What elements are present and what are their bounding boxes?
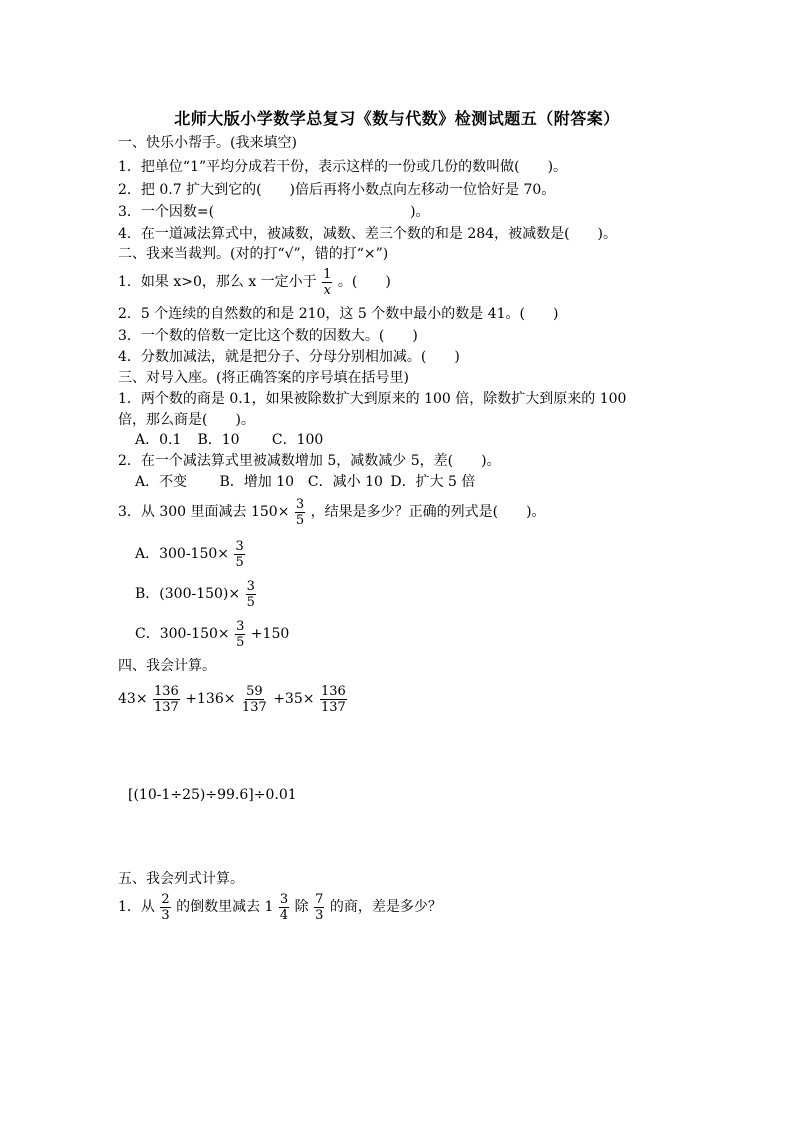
section4-heading: 四、我会计算。 xyxy=(118,658,216,674)
option-c: C．减小 10 xyxy=(307,474,383,490)
fraction-denominator: 4 xyxy=(279,907,289,923)
section3-question-3 xyxy=(118,496,546,528)
section3-question-1-options xyxy=(135,430,323,450)
fraction-3-over-5 xyxy=(235,619,245,650)
fraction-denominator: x xyxy=(323,282,331,298)
section5-question-1 xyxy=(118,890,442,924)
section3-question-3-option-c xyxy=(135,618,289,650)
fraction-numerator: 2 xyxy=(161,891,170,907)
fraction-denominator: 5 xyxy=(246,594,255,610)
option-d: D．扩大 5 倍 xyxy=(390,474,476,490)
fraction-136-over-137 xyxy=(320,684,347,715)
fraction-numerator: 3 xyxy=(279,891,289,907)
fraction-numerator: 3 xyxy=(246,578,255,594)
fraction-denominator: 5 xyxy=(235,554,244,570)
fraction-3-over-5 xyxy=(295,497,305,528)
option-a: A．不变 xyxy=(135,474,188,490)
expression-text: +136× xyxy=(185,691,236,707)
section3-question-3-option-a xyxy=(135,538,246,570)
fraction-numerator: 1 xyxy=(323,266,332,282)
fraction-59-over-137 xyxy=(241,684,268,715)
fraction-7-over-3 xyxy=(314,892,324,923)
fraction-denominator: 3 xyxy=(315,907,324,923)
question-text: 1．从 xyxy=(118,899,155,915)
question-text: 3．从 300 里面减去 150× xyxy=(118,504,290,520)
question-text: 1．如果 x>0，那么 x 一定小于 xyxy=(118,274,317,290)
fraction-3-over-4 xyxy=(279,892,289,923)
fraction-numerator: 59 xyxy=(246,683,263,699)
fraction-numerator: 7 xyxy=(315,891,324,907)
section1-question-2: 2．把 0.7 扩大到它的( )倍后再将小数点向左移动一位恰好是 70。 xyxy=(118,182,556,198)
fraction-2-over-3 xyxy=(160,892,170,923)
section3-question-2: 2．在一个减法算式里被减数增加 5，减数减少 5，差( )。 xyxy=(118,453,501,469)
section1-question-1: 1．把单位“1”平均分成若干份，表示这样的一份或几份的数叫做( )。 xyxy=(118,159,568,175)
fraction-denominator: 5 xyxy=(295,512,305,528)
fraction-numerator: 3 xyxy=(295,496,305,512)
fraction-denominator: 137 xyxy=(320,699,346,715)
section1-question-4: 4．在一道减法算式中，被减数，减数、差三个数的和是 284，被减数是( )。 xyxy=(118,226,618,242)
question-text: 除 xyxy=(294,899,309,915)
section2-question-4: 4．分数加减法，就是把分子、分母分别相加减。( ) xyxy=(118,349,460,365)
option-text: +150 xyxy=(250,626,290,642)
section2-question-3: 3．一个数的倍数一定比这个数的因数大。( ) xyxy=(118,328,418,344)
section4-expression-1 xyxy=(118,682,348,716)
fraction-denominator: 137 xyxy=(154,699,179,715)
section1-heading: 一、快乐小帮手。(我来填空) xyxy=(118,135,297,151)
question-text: ，结果是多少？正确的列式是( )。 xyxy=(310,504,546,520)
option-a: A．0.1 xyxy=(135,432,182,448)
fraction-denominator: 3 xyxy=(161,907,170,923)
option-c: C．100 xyxy=(271,432,324,448)
fraction-1-over-x xyxy=(322,267,332,298)
section3-question-1-line1: 1．两个数的商是 0.1，如果被除数扩大到原来的 100 倍，除数扩大到原来的 100 xyxy=(118,391,627,407)
fraction-denominator: 137 xyxy=(241,699,267,715)
option-b: B．10 xyxy=(197,432,240,448)
option-text: A．300-150× xyxy=(135,546,230,562)
fraction-denominator: 5 xyxy=(236,634,245,650)
expression-text: 43× xyxy=(118,691,148,707)
fraction-3-over-5 xyxy=(246,579,256,610)
question-text: 的倒数里减去 1 xyxy=(176,899,274,915)
section3-question-2-options xyxy=(135,472,475,492)
fraction-numerator: 3 xyxy=(235,538,244,554)
fraction-numerator: 136 xyxy=(154,683,179,699)
section2-heading: 二、我来当裁判。(对的打“√”，错的打“×”) xyxy=(118,246,389,262)
question-text: 的商，差是多少？ xyxy=(329,899,442,915)
fraction-numerator: 3 xyxy=(236,618,245,634)
option-text: C．300-150× xyxy=(135,626,230,642)
question-text: 。( ) xyxy=(337,274,391,290)
fraction-numerator: 136 xyxy=(320,683,346,699)
expression-text: +35× xyxy=(273,691,315,707)
section5-heading: 五、我会列式计算。 xyxy=(118,871,244,887)
fraction-136-over-137 xyxy=(153,684,180,715)
section3-question-1-line2: 倍，那么商是( )。 xyxy=(118,412,255,428)
section3-heading: 三、对号入座。(将正确答案的序号填在括号里) xyxy=(118,370,409,386)
section2-question-2: 2．5 个连续的自然数的和是 210，这 5 个数中最小的数是 41。( ) xyxy=(118,306,559,322)
page-title: 北师大版小学数学总复习《数与代数》检测试题五（附答案） xyxy=(174,109,620,128)
section2-question-1 xyxy=(118,266,391,298)
section3-question-3-option-b xyxy=(135,578,257,610)
fraction-3-over-5 xyxy=(234,539,244,570)
section4-expression-2: [(10-1÷25)÷99.6]÷0.01 xyxy=(128,787,297,803)
option-text: B．(300-150)× xyxy=(135,586,241,602)
section1-question-3: 3．一个因数=( )。 xyxy=(118,204,430,220)
option-b: B．增加 10 xyxy=(219,474,295,490)
